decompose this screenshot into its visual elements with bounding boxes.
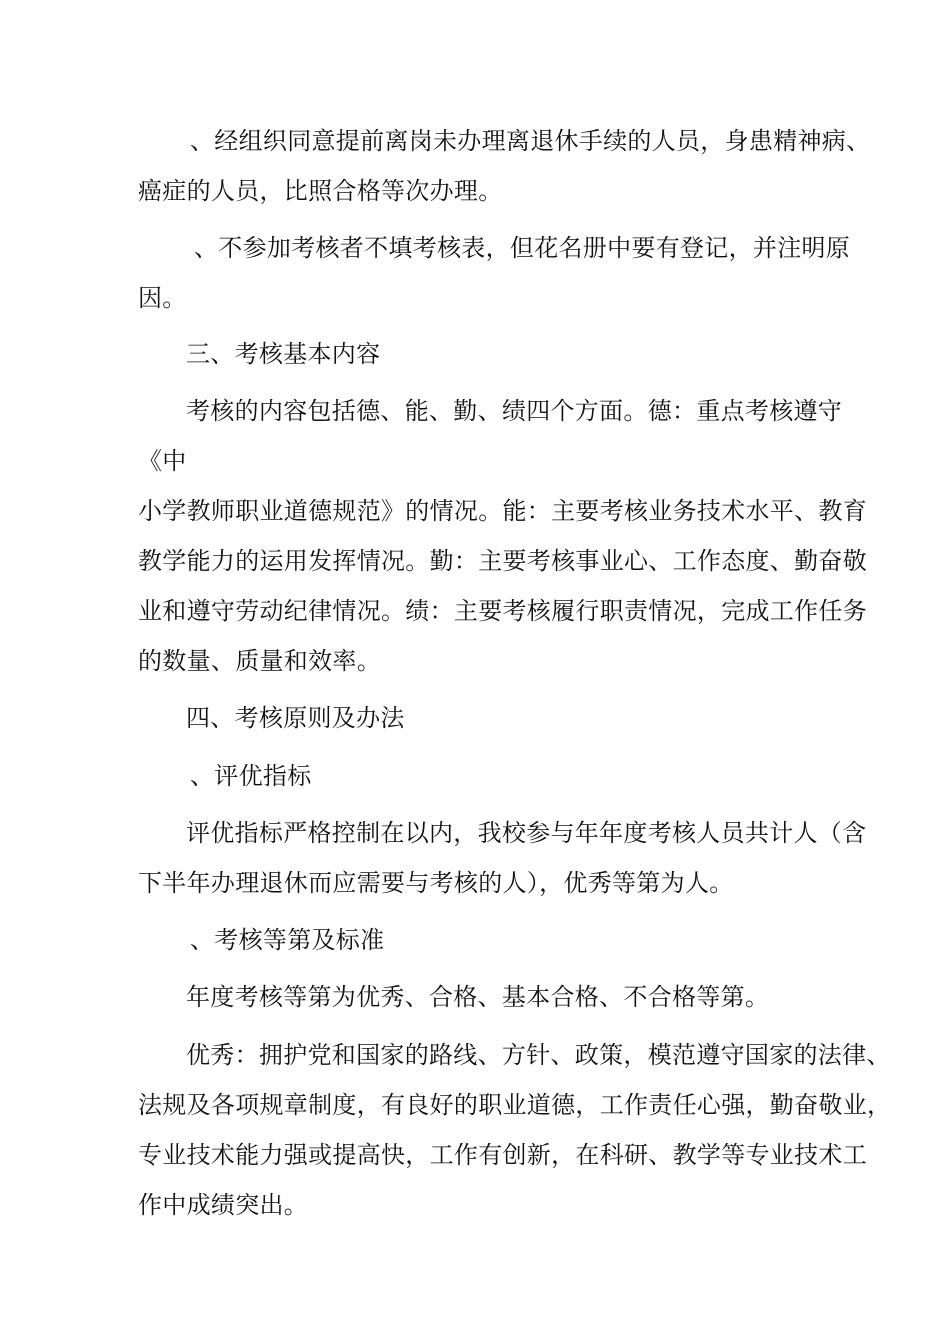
content-paragraph-line-4: 教学能力的运用发挥情况。勤：主要考核事业心、工作态度、勤奋敬: [138, 547, 867, 575]
content-paragraph-line-2: 《中: [138, 447, 187, 475]
excellent-paragraph-line-4: 作中成绩突出。: [138, 1191, 309, 1219]
quota-paragraph-line-1: 评优指标严格控制在以内，我校参与年年度考核人员共计人（含: [186, 819, 867, 847]
quota-paragraph-line-2: 下半年办理退休而应需要与考核的人），优秀等第为人。: [138, 869, 734, 897]
subheading-grades: 、考核等第及标准: [190, 926, 385, 954]
grades-paragraph: 年度考核等第为优秀、合格、基本合格、不合格等第。: [186, 983, 770, 1011]
excellent-paragraph-line-3: 专业技术能力强或提高快，工作有创新，在科研、教学等专业技术工: [138, 1141, 867, 1169]
section-heading-3: 三、考核基本内容: [186, 340, 381, 368]
paragraph-2-line-1: 、不参加考核者不填考核表，但花名册中要有登记，并注明原: [194, 234, 851, 262]
paragraph-1-line-2: 癌症的人员，比照合格等次办理。: [138, 177, 503, 205]
paragraph-1-line-1: 、经组织同意提前离岗未办理离退休手续的人员，身患精神病、: [190, 127, 871, 155]
content-paragraph-line-3: 小学教师职业道德规范》的情况。能：主要考核业务技术水平、教育: [138, 497, 867, 525]
section-heading-4: 四、考核原则及办法: [186, 704, 405, 732]
subheading-quota: 、评优指标: [190, 762, 312, 790]
content-paragraph-line-1: 考核的内容包括德、能、勤、绩四个方面。德：重点考核遵守: [186, 397, 843, 425]
paragraph-2-line-2: 因。: [138, 284, 187, 312]
content-paragraph-line-6: 的数量、质量和效率。: [138, 647, 381, 675]
excellent-paragraph-line-1: 优秀：拥护党和国家的路线、方针、政策，模范遵守国家的法律、: [186, 1041, 891, 1069]
excellent-paragraph-line-2: 法规及各项规章制度，有良好的职业道德，工作责任心强，勤奋敬业，: [138, 1091, 892, 1119]
content-paragraph-line-5: 业和遵守劳动纪律情况。绩：主要考核履行职责情况，完成工作任务: [138, 597, 867, 625]
